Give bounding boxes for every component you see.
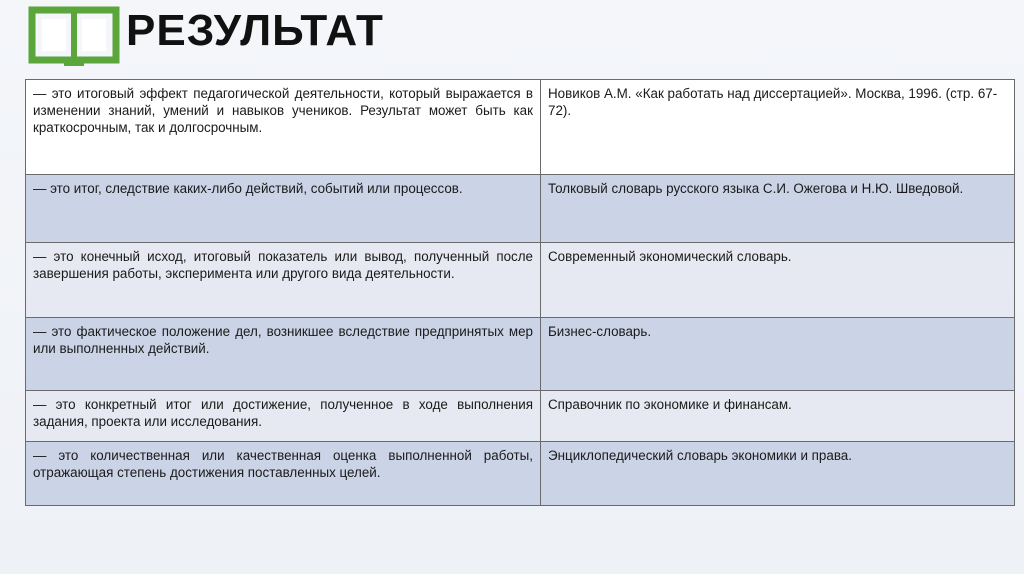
- source-cell: Толковый словарь русского языка С.И. Ожегова и Н.Ю. Шведовой.: [541, 175, 1015, 243]
- definition-cell: — это итог, следствие каких-либо действий, событий или процессов.: [26, 175, 541, 243]
- table-row: [26, 243, 1015, 318]
- book-icon: [28, 6, 120, 68]
- page-title: РЕЗУЛЬТАТ: [126, 6, 384, 55]
- source-cell: Бизнес-словарь.: [541, 318, 1015, 391]
- table-row: [26, 318, 1015, 391]
- table-row: [26, 442, 1015, 506]
- definition-cell: — это конечный исход, итоговый показатель или вывод, полученный после завершения работы, эксперимента или другого вида деятельности.: [26, 243, 541, 318]
- source-cell: Современный экономический словарь.: [541, 243, 1015, 318]
- source-cell: Справочник по экономике и финансам.: [541, 391, 1015, 442]
- table-row: [26, 80, 1015, 175]
- definition-cell: — это фактическое положение дел, возникшее вследствие предпринятых мер или выполненных действий.: [26, 318, 541, 391]
- source-cell: Энциклопедический словарь экономики и права.: [541, 442, 1015, 506]
- source-cell: Новиков А.М. «Как работать над диссертацией». Москва, 1996. (стр. 67-72).: [541, 80, 1015, 175]
- definition-cell: — это конкретный итог или достижение, полученное в ходе выполнения задания, проекта или исследования.: [26, 391, 541, 442]
- table-row: [26, 175, 1015, 243]
- definitions-table: [25, 79, 1015, 506]
- definition-cell: — это итоговый эффект педагогической деятельности, который выражается в изменении знаний, умений и навыков учеников. Результат может быть как краткосрочным, так и долгосрочным.: [26, 80, 541, 175]
- table-row: [26, 391, 1015, 442]
- definition-cell: — это количественная или качественная оценка выполненной работы, отражающая степень достижения поставленных целей.: [26, 442, 541, 506]
